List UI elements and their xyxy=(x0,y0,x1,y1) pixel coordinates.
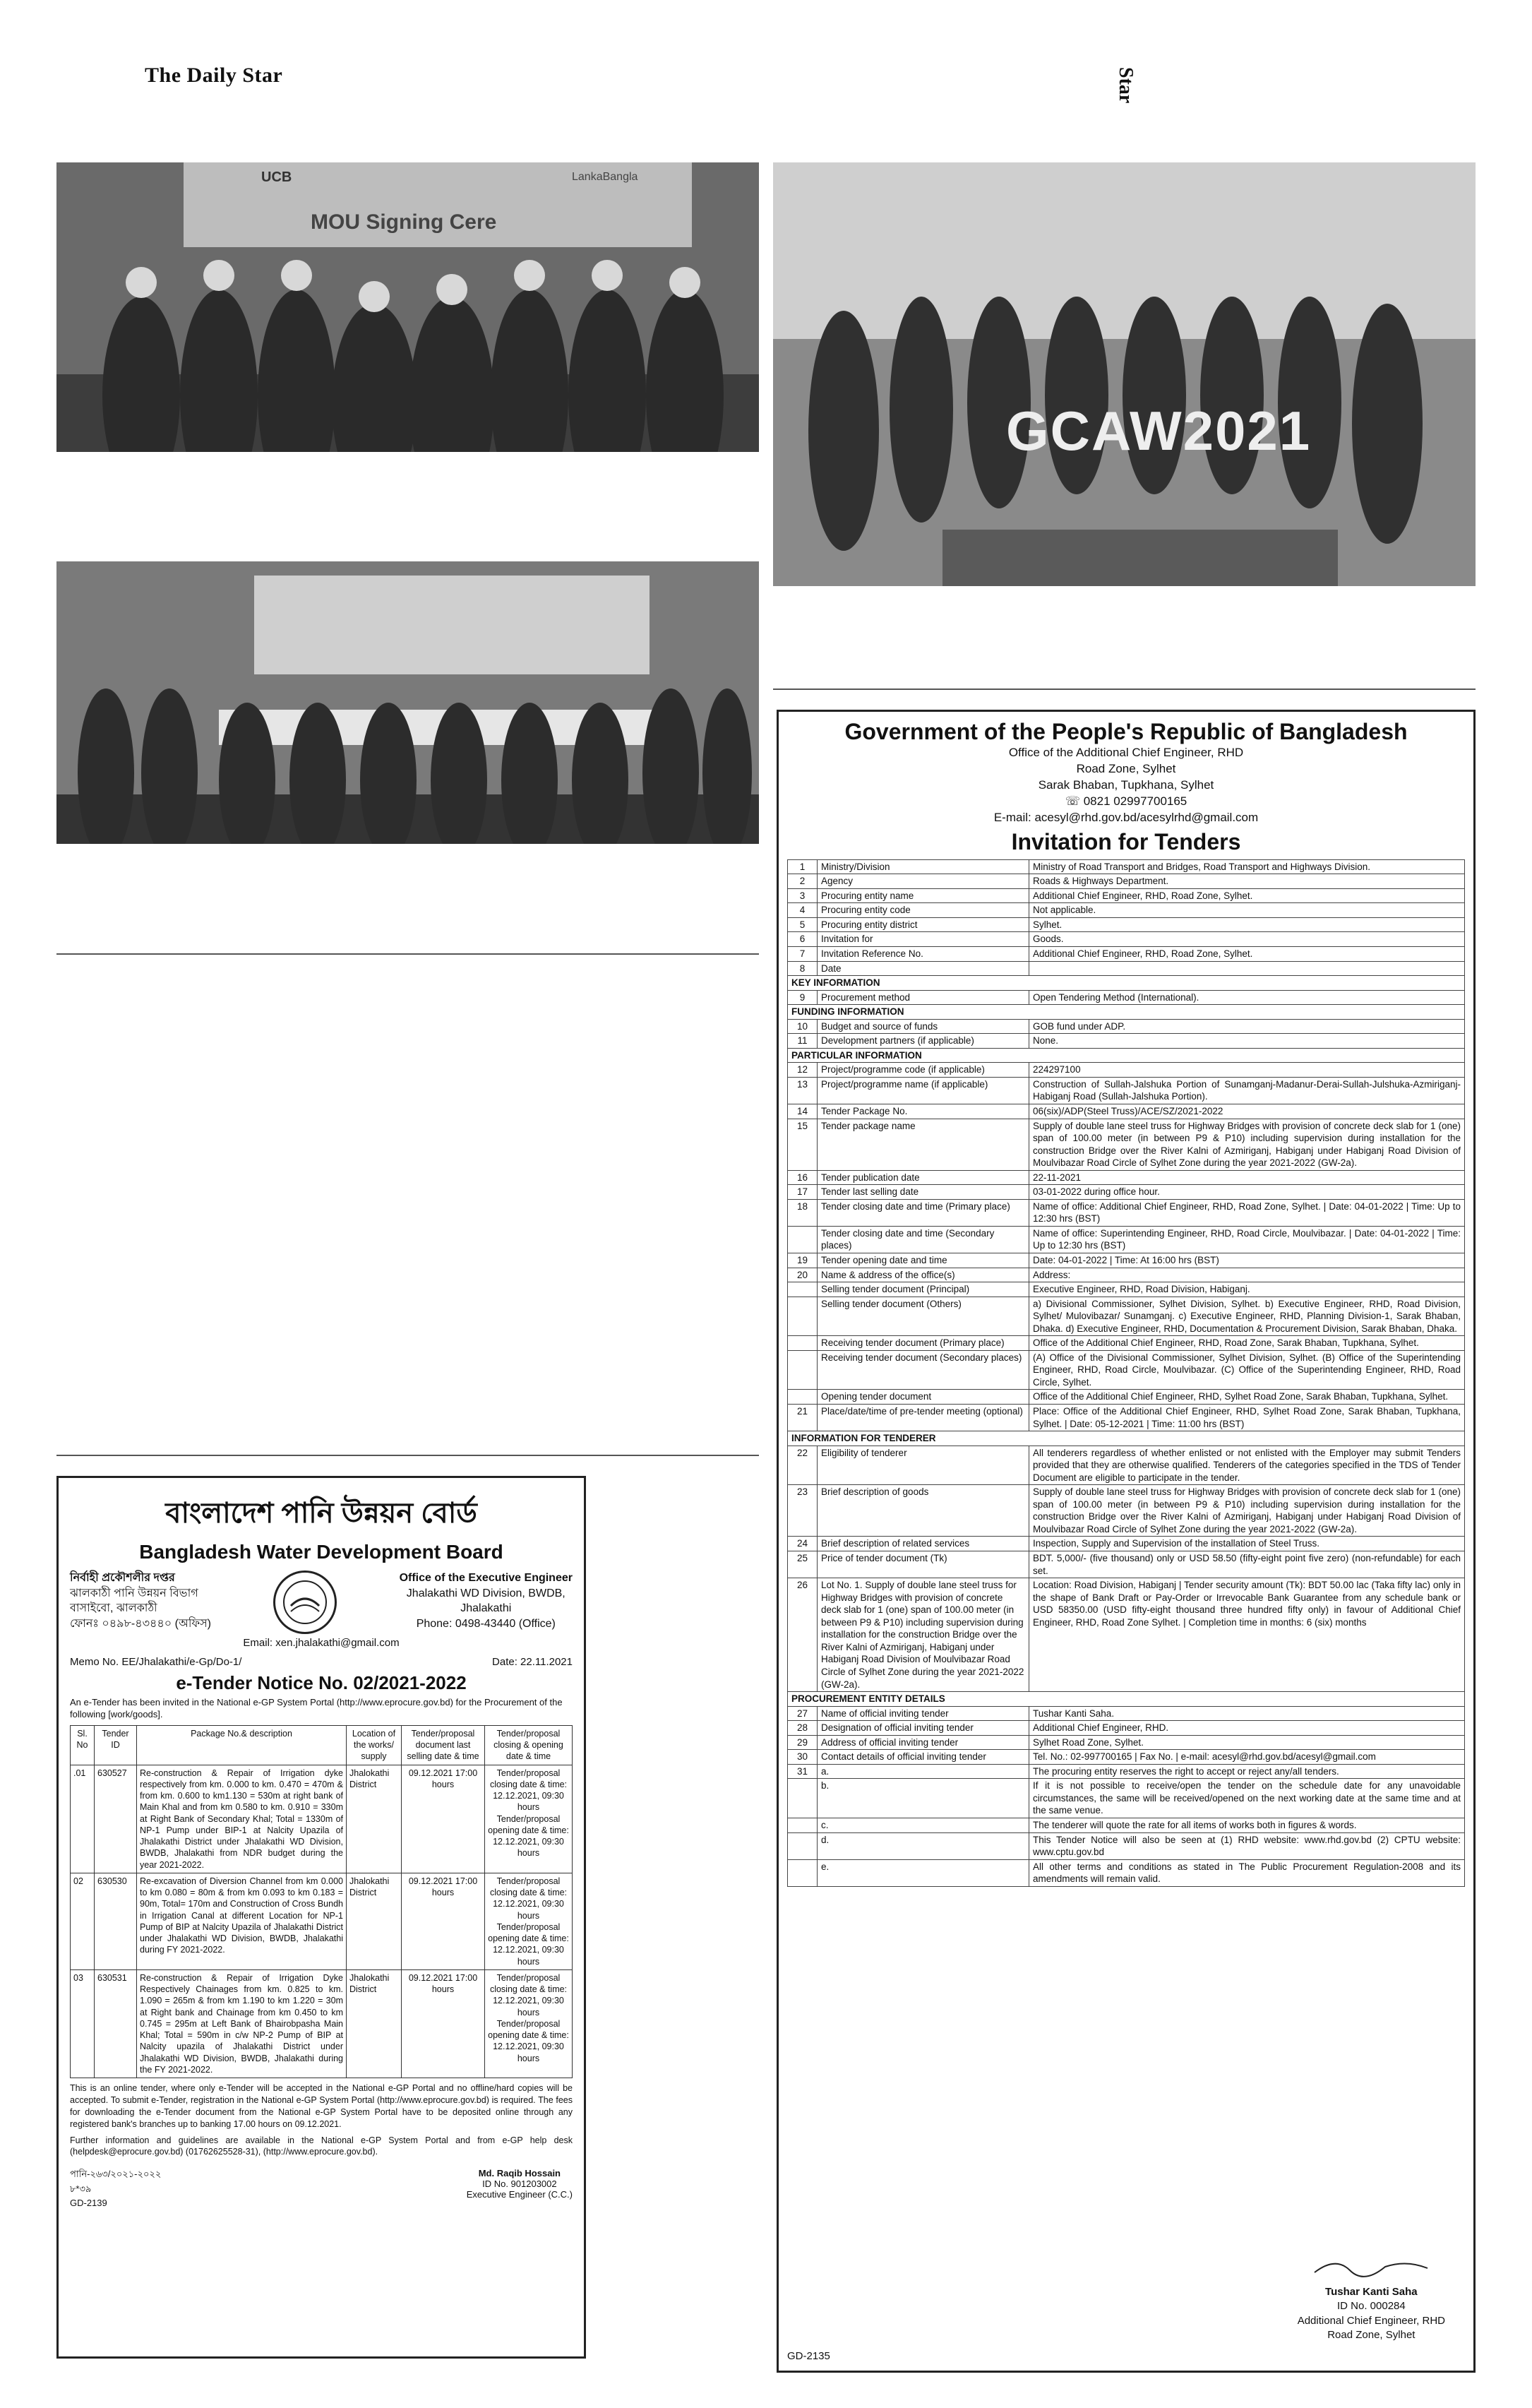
bwdb-title-english: Bangladesh Water Development Board xyxy=(139,1541,503,1563)
table-row xyxy=(788,1063,1465,1078)
table-row xyxy=(788,1446,1465,1485)
row-value: Inspection, Supply and Supervision of the installation of Steel Truss. xyxy=(1029,1537,1465,1551)
col-header: Location of the works/ supply xyxy=(347,1725,402,1765)
signer-id: ID No. 000284 xyxy=(1336,2300,1406,2313)
row-number xyxy=(788,1859,818,1886)
row-label: Invitation Reference No. xyxy=(818,946,1029,961)
row-number xyxy=(788,1818,818,1832)
row-label: e. xyxy=(818,1859,1029,1886)
row-label: Price of tender document (Tk) xyxy=(818,1551,1029,1578)
ref-line: GD-2139 xyxy=(70,2198,107,2209)
lankabangla-logo: LankaBangla xyxy=(572,171,638,183)
signer-location: Road Zone, Sylhet xyxy=(1327,2328,1416,2341)
row-value: This Tender Notice will also be seen at (1) RHD website: www.rhd.gov.bd (2) CPTU website: www.cptu.gov.bd xyxy=(1029,1832,1465,1859)
cell-close: Tender/proposal closing date & time: 12.12.2021, 09:30 hours Tender/proposal opening date & time: 12.12.2021, 09:30 hours xyxy=(485,1873,573,1969)
masthead-right: Star xyxy=(1115,67,1137,104)
row-value: Tushar Kanti Saha. xyxy=(1029,1706,1465,1721)
bwdb-memo-no: Memo No. EE/Jhalakathi/e-Gp/Do-1/ xyxy=(70,1656,242,1668)
row-number: 29 xyxy=(788,1735,818,1750)
table-row xyxy=(788,1764,1465,1779)
row-label: Designation of official inviting tender xyxy=(818,1721,1029,1736)
row-value: BDT. 5,000/- (five thousand) only or USD 58.50 (fifty-eight point five zero) (non-refundable) for each set. xyxy=(1029,1551,1465,1578)
row-value: Ministry of Road Transport and Bridges, Road Transport and Highways Division. xyxy=(1029,859,1465,874)
table-row xyxy=(788,1185,1465,1200)
row-value: GOB fund under ADP. xyxy=(1029,1019,1465,1034)
row-number: 28 xyxy=(788,1721,818,1736)
row-value: The tenderer will quote the rate for all items of works both in figures & words. xyxy=(1029,1818,1465,1832)
signer-title: Executive Engineer (C.C.) xyxy=(466,2189,573,2200)
row-number xyxy=(788,1297,818,1336)
bwdb-logo-icon xyxy=(273,1570,337,1634)
cell-desc: Re-excavation of Diversion Channel from km 0.000 to km 0.080 = 80m & from km 0.093 to km 0.183 = 90m, Total= 170m and Construction of Cross Bundh in Irrigation Canal at different Location for NP-1 Pump of BIP at Nalcity Upazila of Jhalakathi District under Jhalakathi WD Division, BWDB, Jhalakathi during FY 2021-2022. xyxy=(137,1873,347,1969)
table-row xyxy=(788,1750,1465,1765)
row-label: Receiving tender document (Primary place) xyxy=(818,1336,1029,1351)
table-row xyxy=(788,1034,1465,1049)
section-row xyxy=(788,976,1465,991)
photo-bank-image xyxy=(56,561,759,844)
rhd-heading: Invitation for Tenders xyxy=(1011,828,1241,854)
rhd-title: Government of the People's Republic of Bangladesh xyxy=(844,719,1408,744)
table-row xyxy=(788,1537,1465,1551)
row-label: Receiving tender document (Secondary places) xyxy=(818,1350,1029,1390)
table-row xyxy=(788,1077,1465,1104)
row-value: (A) Office of the Divisional Commissioner, Sylhet Division, Sylhet. (B) Office of the Superintending Engineer, RHD, Road Circle, Moulvibazar. (C) Office of the Superintending Engineer, RHD, Road Circle, Sylhet. xyxy=(1029,1350,1465,1390)
row-value: Tel. No.: 02-997700165 | Fax No. | e-mail: acesyl@rhd.gov.bd/acesyl@gmail.com xyxy=(1029,1750,1465,1765)
row-value: 03-01-2022 during office hour. xyxy=(1029,1185,1465,1200)
table-row xyxy=(788,1253,1465,1268)
row-number: 21 xyxy=(788,1405,818,1431)
section-heading: INFORMATION FOR TENDERER xyxy=(788,1431,1465,1446)
table-row xyxy=(788,1390,1465,1405)
bwdb-office-en-line: Jhalakathi WD Division, BWDB, xyxy=(406,1587,565,1599)
row-number: 20 xyxy=(788,1268,818,1282)
row-label: Tender publication date xyxy=(818,1170,1029,1185)
cell-sl: .01 xyxy=(71,1765,95,1873)
row-label: c. xyxy=(818,1818,1029,1832)
row-value: Executive Engineer, RHD, Road Division, Habiganj. xyxy=(1029,1282,1465,1297)
row-label: Date xyxy=(818,961,1029,976)
rhd-code: GD-2135 xyxy=(787,2350,830,2362)
table-row xyxy=(788,1818,1465,1832)
row-number: 8 xyxy=(788,961,818,976)
row-label: Lot No. 1. Supply of double lane steel truss for Highway Bridges with provision of concrete deck slab for 1 (one) span of 100.00 meter (in between P9 & P10) including supervision during installation for the construction Bridge over the River Kalni of Azmiriganj, Habiganj under Habiganj Road Division of Moulvibazar Road Circle of Sylhet Zone during the year 2021-2022 (GW-2a). xyxy=(818,1578,1029,1692)
rhd-subheader xyxy=(787,745,1465,826)
ucb-logo: UCB xyxy=(261,169,292,185)
table-row xyxy=(788,1199,1465,1226)
bwdb-footer-2: Further information and guidelines are available in the National e-GP System Portal and from e-GP help desk (helpdesk@eprocure.gov.bd) (01762625528-31), (http://www.eprocure.gov.bd). xyxy=(70,2135,573,2157)
row-number xyxy=(788,1282,818,1297)
cell-loc: Jhalokathi District xyxy=(347,1873,402,1969)
table-row xyxy=(788,1578,1465,1692)
masthead-left: The Daily Star xyxy=(145,64,283,87)
gcaw-title: GCAW2021 xyxy=(1006,400,1312,462)
section-heading: KEY INFORMATION xyxy=(788,976,1465,991)
table-row xyxy=(788,859,1465,874)
table-row xyxy=(788,1551,1465,1578)
row-number: 25 xyxy=(788,1551,818,1578)
col-header: Tender/proposal closing & opening date & time xyxy=(485,1725,573,1765)
section-row xyxy=(788,1692,1465,1707)
bwdb-office-bn-line: নির্বাহী প্রকৌশলীর দপ্তর xyxy=(70,1572,175,1584)
row-label: Tender opening date and time xyxy=(818,1253,1029,1268)
table-row xyxy=(788,1336,1465,1351)
row-value xyxy=(1029,961,1465,976)
row-label: Project/programme name (if applicable) xyxy=(818,1077,1029,1104)
table-row xyxy=(71,1765,573,1873)
bwdb-office-en-line: Office of the Executive Engineer xyxy=(399,1572,573,1584)
row-number xyxy=(788,1350,818,1390)
row-label: Ministry/Division xyxy=(818,859,1029,874)
cell-loc: Jhalokathi District xyxy=(347,1969,402,2078)
table-row xyxy=(71,1969,573,2078)
cell-sl: 02 xyxy=(71,1873,95,1969)
row-label: Contact details of official inviting tender xyxy=(818,1750,1029,1765)
row-label: Development partners (if applicable) xyxy=(818,1034,1029,1049)
row-number: 26 xyxy=(788,1578,818,1692)
bwdb-signature xyxy=(467,2168,573,2208)
row-label: Eligibility of tenderer xyxy=(818,1446,1029,1485)
row-label: Brief description of related services xyxy=(818,1537,1029,1551)
row-value: If it is not possible to receive/open the tender on the schedule date for any unavoidable circumstances, the same will be received/opened on the next working date at the same time and at the same venue. xyxy=(1029,1779,1465,1818)
row-number xyxy=(788,1390,818,1405)
row-label: a. xyxy=(818,1764,1029,1779)
table-row xyxy=(788,917,1465,932)
cell-id: 630531 xyxy=(95,1969,137,2078)
row-value: Sylhet. xyxy=(1029,917,1465,932)
row-value: None. xyxy=(1029,1034,1465,1049)
col-header: Sl. No xyxy=(71,1725,95,1765)
row-number: 10 xyxy=(788,1019,818,1034)
cell-sell: 09.12.2021 17:00 hours xyxy=(402,1873,485,1969)
table-row xyxy=(788,1706,1465,1721)
row-label: d. xyxy=(818,1832,1029,1859)
bwdb-email[interactable]: Email: xen.jhalakathi@gmail.com xyxy=(243,1637,400,1649)
row-label: Procuring entity code xyxy=(818,903,1029,918)
row-number: 22 xyxy=(788,1446,818,1485)
row-number: 19 xyxy=(788,1253,818,1268)
bwdb-footer-1: This is an online tender, where only e-Tender will be accepted in the National e-GP Portal and no offline/hard copies will be accepted. To submit e-Tender, registration in the National e-GP System Portal (http://www.eprocure.gov.bd) is required. The fees for downloading the e-Tender document from the National e-GP System Portal have to be deposited online through any registered bank's branches up to banking 17.00 hours on 09.12.2021. xyxy=(70,2083,573,2129)
row-value: All tenderers regardless of whether enlisted or not enlisted with the Employer may submit Tenders provided that they are otherwise qualified. Tenderers of the categories specified in the TDS of Tender Document are eligible to participate in the tender. xyxy=(1029,1446,1465,1485)
bwdb-date: Date: 22.11.2021 xyxy=(492,1656,573,1668)
cell-id: 630530 xyxy=(95,1873,137,1969)
table-row xyxy=(788,1832,1465,1859)
row-label: Budget and source of funds xyxy=(818,1019,1029,1034)
row-number: 18 xyxy=(788,1199,818,1226)
row-label: Address of official inviting tender xyxy=(818,1735,1029,1750)
photo-bank-event xyxy=(56,561,759,844)
row-label: Tender closing date and time (Primary place) xyxy=(818,1199,1029,1226)
row-number xyxy=(788,1779,818,1818)
cell-sl: 03 xyxy=(71,1969,95,2078)
bwdb-ref-codes xyxy=(70,2168,161,2208)
cell-close: Tender/proposal closing date & time: 12.12.2021, 09:30 hours Tender/proposal opening date & time: 12.12.2021, 09:30 hours xyxy=(485,1969,573,2078)
ref-line: ৮*৩৯ xyxy=(70,2183,92,2195)
row-value: Place: Office of the Additional Chief Engineer, RHD, Sylhet Road Zone, Sarak Bhaban, Tupkhana, Sylhet. | Date: 05-12-2021 | Time: 11:00 hrs (BST) xyxy=(1029,1405,1465,1431)
cell-id: 630527 xyxy=(95,1765,137,1873)
row-value: Office of the Additional Chief Engineer, RHD, Road Zone, Sarak Bhaban, Tupkhana, Sylhet. xyxy=(1029,1336,1465,1351)
photo-gcaw xyxy=(773,162,1476,586)
table-row xyxy=(788,1226,1465,1253)
row-value: Roads & Highways Department. xyxy=(1029,874,1465,889)
bwdb-office-english xyxy=(400,1570,573,1634)
section-row xyxy=(788,1005,1465,1020)
row-number: 24 xyxy=(788,1537,818,1551)
row-number: 7 xyxy=(788,946,818,961)
signer-id: ID No. 901203002 xyxy=(482,2178,557,2190)
signer-title: Additional Chief Engineer, RHD xyxy=(1297,2314,1445,2327)
table-row xyxy=(788,932,1465,947)
divider-left-1 xyxy=(56,953,759,955)
row-value: Location: Road Division, Habiganj | Tender security amount (Tk): BDT 50.00 lac (Taka fifty lac) only in the shape of Bank Draft or Pay-Order or Irrevocable Bank Guarantee from any schedule bank or USD 58350.00 (USD fifty-eight thousand three hundred fifty only) in favour of Additional Chief Engineer, RHD, Road Zone Sylhet. | Completion time in months: 6 (six) months xyxy=(1029,1578,1465,1692)
row-value: 06(six)/ADP(Steel Truss)/ACE/SZ/2021-2022 xyxy=(1029,1104,1465,1119)
row-label: Project/programme code (if applicable) xyxy=(818,1063,1029,1078)
cell-loc: Jhalokathi District xyxy=(347,1765,402,1873)
row-number: 12 xyxy=(788,1063,818,1078)
row-value: Not applicable. xyxy=(1029,903,1465,918)
bwdb-office-bn-line: বাসাইবো, ঝালকাঠী xyxy=(70,1602,157,1615)
section-heading: PARTICULAR INFORMATION xyxy=(788,1048,1465,1063)
row-label: Agency xyxy=(818,874,1029,889)
row-number xyxy=(788,1336,818,1351)
row-label: Tender closing date and time (Secondary places) xyxy=(818,1226,1029,1253)
row-value: Office of the Additional Chief Engineer, RHD, Sylhet Road Zone, Sarak Bhaban, Tupkhana, Sylhet. xyxy=(1029,1390,1465,1405)
rhd-sub-line: ☏ 0821 02997700165 xyxy=(1065,794,1187,808)
bwdb-intro: An e-Tender has been invited in the National e-GP System Portal (http://www.eprocure.gov.bd) for the Procurement of the following [work/goods]. xyxy=(70,1697,563,1719)
cell-sell: 09.12.2021 17:00 hours xyxy=(402,1969,485,2078)
row-label: Tender last selling date xyxy=(818,1185,1029,1200)
cell-desc: Re-construction & Repair of Irrigation Dyke Respectively Chainages from km. 0.825 to km. 1.090 = 265m & from km 1.190 to km 1.220 = 30m at Right bank and Chainage from km 0.450 to km 0.745 = 295m at Left Bank of Bhairobpasha Main Khal; Total = 590m in c/w NP-2 Pump of BIP at Nalcity upazila of Jhalakathi District under Jhalakathi WD Division, BWDB, Jhalakathi during the FY 2021-2022. xyxy=(137,1969,347,2078)
section-heading: FUNDING INFORMATION xyxy=(788,1005,1465,1020)
section-heading: PROCUREMENT ENTITY DETAILS xyxy=(788,1692,1465,1707)
row-number: 6 xyxy=(788,932,818,947)
mou-banner-text: MOU Signing Cere xyxy=(311,210,497,234)
section-row xyxy=(788,1431,1465,1446)
rhd-signature xyxy=(1298,2253,1445,2342)
row-number: 2 xyxy=(788,874,818,889)
table-row xyxy=(788,1859,1465,1886)
row-value: Goods. xyxy=(1029,932,1465,947)
table-row xyxy=(788,1268,1465,1282)
rhd-invitation-for-tenders xyxy=(777,710,1476,2373)
row-label: Invitation for xyxy=(818,932,1029,947)
row-label: Name & address of the office(s) xyxy=(818,1268,1029,1282)
row-label: Opening tender document xyxy=(818,1390,1029,1405)
row-value: Open Tendering Method (International). xyxy=(1029,990,1465,1005)
table-row xyxy=(788,1405,1465,1431)
row-value: Name of office: Superintending Engineer, RHD, Road Circle, Moulvibazar. | Date: 04-01-2022 | Time: Up to 12:30 hrs (BST) xyxy=(1029,1226,1465,1253)
row-value: Additional Chief Engineer, RHD. xyxy=(1029,1721,1465,1736)
ref-line: পানি-২৬৩/২০২১-২০২২ xyxy=(70,2169,162,2180)
col-header: Tender/proposal document last selling date & time xyxy=(402,1725,485,1765)
bwdb-tender-table xyxy=(70,1725,573,2078)
row-value: 22-11-2021 xyxy=(1029,1170,1465,1185)
photo-mou-image xyxy=(56,162,759,452)
row-number: 27 xyxy=(788,1706,818,1721)
photo-mou-signing xyxy=(56,162,759,452)
signature-mark-icon xyxy=(1307,2253,1435,2281)
row-number: 17 xyxy=(788,1185,818,1200)
row-value: Additional Chief Engineer, RHD, Road Zone, Sylhet. xyxy=(1029,888,1465,903)
divider-right-1 xyxy=(773,689,1476,690)
row-label: Tender package name xyxy=(818,1119,1029,1170)
bwdb-tender-notice xyxy=(56,1476,586,2359)
photo-gcaw-image xyxy=(773,162,1476,586)
row-label: Procurement method xyxy=(818,990,1029,1005)
row-label: Place/date/time of pre-tender meeting (optional) xyxy=(818,1405,1029,1431)
table-row xyxy=(788,1104,1465,1119)
row-number: 30 xyxy=(788,1750,818,1765)
rhd-sub-line: Office of the Additional Chief Engineer, RHD xyxy=(1008,746,1244,759)
row-value: 224297100 xyxy=(1029,1063,1465,1078)
row-number: 9 xyxy=(788,990,818,1005)
bwdb-office-bn-line: ঝালকাঠী পানি উন্নয়ন বিভাগ xyxy=(70,1587,198,1599)
row-label: Name of official inviting tender xyxy=(818,1706,1029,1721)
divider-left-2 xyxy=(56,1455,759,1456)
row-number: 5 xyxy=(788,917,818,932)
row-label: Procuring entity name xyxy=(818,888,1029,903)
table-row xyxy=(788,1735,1465,1750)
cell-desc: Re-construction & Repair of Irrigation dyke respectively from km. 0.000 to km. 0.470 = 470m & from km. 0.600 to km1.130 = 530m at right bank of Main Khal and from km 0.580 to km. 0.910 = 330m at Right Bank of Secondary Khal; Total = 1330m of NP-1 Pump under BIP-1 at Nalcity Upazila of Jhalakathi District under Jhalakathi WD Division, BWDB, Jhalakathi from NDR budget during the year 2021-2022. xyxy=(137,1765,347,1873)
table-row xyxy=(788,1485,1465,1537)
table-row xyxy=(788,1721,1465,1736)
table-row xyxy=(788,946,1465,961)
rhd-sub-line: Road Zone, Sylhet xyxy=(1076,761,1176,775)
row-value: Supply of double lane steel truss for Highway Bridges with provision of concrete deck slab for 1 (one) span of 100.00 meter (in between P9 & P10) including supervision during installation for the construction Bridge over the River Kalni of Azmiriganj, Habiganj under Habiganj Road Division of Moulvibazar Road Circle of Sylhet Zone during the year 2021-2022 (GW-2a). xyxy=(1029,1119,1465,1170)
cell-close: Tender/proposal closing date & time: 12.12.2021, 09:30 hours Tender/proposal opening date & time: 12.12.2021, 09:30 hours xyxy=(485,1765,573,1873)
table-row xyxy=(788,903,1465,918)
table-row xyxy=(788,990,1465,1005)
table-row xyxy=(71,1873,573,1969)
signer-name: Md. Raqib Hossain xyxy=(478,2168,561,2179)
bwdb-office-bn-line: ফোনঃ ০৪৯৮-৪৩৪৪০ (অফিস) xyxy=(70,1617,211,1630)
row-number: 23 xyxy=(788,1485,818,1537)
table-row xyxy=(788,874,1465,889)
cell-sell: 09.12.2021 17:00 hours xyxy=(402,1765,485,1873)
row-label: Procuring entity district xyxy=(818,917,1029,932)
bwdb-office-en-line: Jhalakathi xyxy=(460,1602,512,1615)
row-value: Address: xyxy=(1029,1268,1465,1282)
table-row xyxy=(788,1779,1465,1818)
section-row xyxy=(788,1048,1465,1063)
row-value: Name of office: Additional Chief Engineer, RHD, Road Zone, Sylhet. | Date: 04-01-2022 | Time: Up to 12:30 hrs (BST) xyxy=(1029,1199,1465,1226)
row-number: 14 xyxy=(788,1104,818,1119)
bwdb-notice-title: e-Tender Notice No. 02/2021-2022 xyxy=(176,1672,467,1693)
row-value: Sylhet Road Zone, Sylhet. xyxy=(1029,1735,1465,1750)
row-value: Construction of Sullah-Jalshuka Portion of Sunamganj-Madanur-Derai-Sullah-Julshuka-Azmiriganj-Habiganj Road (Sullah-Jalshuka Portion). xyxy=(1029,1077,1465,1104)
row-label: Selling tender document (Principal) xyxy=(818,1282,1029,1297)
row-number: 11 xyxy=(788,1034,818,1049)
row-label: Tender Package No. xyxy=(818,1104,1029,1119)
row-number: 3 xyxy=(788,888,818,903)
row-number xyxy=(788,1832,818,1859)
rhd-email[interactable]: E-mail: acesyl@rhd.gov.bd/acesylrhd@gmail.com xyxy=(993,810,1259,824)
bwdb-title-bangla: বাংলাদেশ পানি উন্নয়ন বোর্ড xyxy=(165,1498,477,1529)
table-row xyxy=(788,1297,1465,1336)
row-value: The procuring entity reserves the right to accept or reject any/all tenders. xyxy=(1029,1764,1465,1779)
row-value: a) Divisional Commissioner, Sylhet Division, Sylhet. b) Executive Engineer, RHD, Road Division, Sylhet/ Mulovibazar/ Sunamganj. c) Executive Engineer, RHD, Planning Division-1, Sarak Bhaban, Dhaka. d) Executive Engineer, RHD, Documentation & Procurement Division, Sarak Bhaban, Dhaka. xyxy=(1029,1297,1465,1336)
col-header: Package No.& description xyxy=(137,1725,347,1765)
table-row xyxy=(788,1350,1465,1390)
row-number: 1 xyxy=(788,859,818,874)
row-label: Brief description of goods xyxy=(818,1485,1029,1537)
signer-name: Tushar Kanti Saha xyxy=(1325,2286,1418,2298)
row-value: Date: 04-01-2022 | Time: At 16:00 hrs (BST) xyxy=(1029,1253,1465,1268)
row-number: 4 xyxy=(788,903,818,918)
row-value: All other terms and conditions as stated in The Public Procurement Regulation-2008 and its amendments will remain valid. xyxy=(1029,1859,1465,1886)
rhd-table xyxy=(787,859,1465,1887)
table-row xyxy=(788,1019,1465,1034)
row-label: Selling tender document (Others) xyxy=(818,1297,1029,1336)
table-row xyxy=(788,1119,1465,1170)
row-value: Additional Chief Engineer, RHD, Road Zone, Sylhet. xyxy=(1029,946,1465,961)
row-number: 31 xyxy=(788,1764,818,1779)
table-row xyxy=(788,961,1465,976)
table-row xyxy=(788,1170,1465,1185)
row-number: 15 xyxy=(788,1119,818,1170)
col-header: Tender ID xyxy=(95,1725,137,1765)
row-label: b. xyxy=(818,1779,1029,1818)
bwdb-office-en-line: Phone: 0498-43440 (Office) xyxy=(416,1617,556,1630)
row-number: 16 xyxy=(788,1170,818,1185)
table-row xyxy=(788,1282,1465,1297)
row-number: 13 xyxy=(788,1077,818,1104)
row-value: Supply of double lane steel truss for Highway Bridges with provision of concrete deck slab for 1 (one) span of 100.00 meter (in between P9 & P10) including supervision during installation for the construction Bridge over the River Kalni of Azmiriganj, Habiganj under Habiganj Road Division of Moulvibazar Road Circle of Sylhet Zone during the year 2021-2022 (GW-2a). xyxy=(1029,1485,1465,1537)
row-number xyxy=(788,1226,818,1253)
table-row xyxy=(788,888,1465,903)
bwdb-office-bangla xyxy=(70,1570,211,1634)
rhd-sub-line: Sarak Bhaban, Tupkhana, Sylhet xyxy=(1038,777,1214,792)
